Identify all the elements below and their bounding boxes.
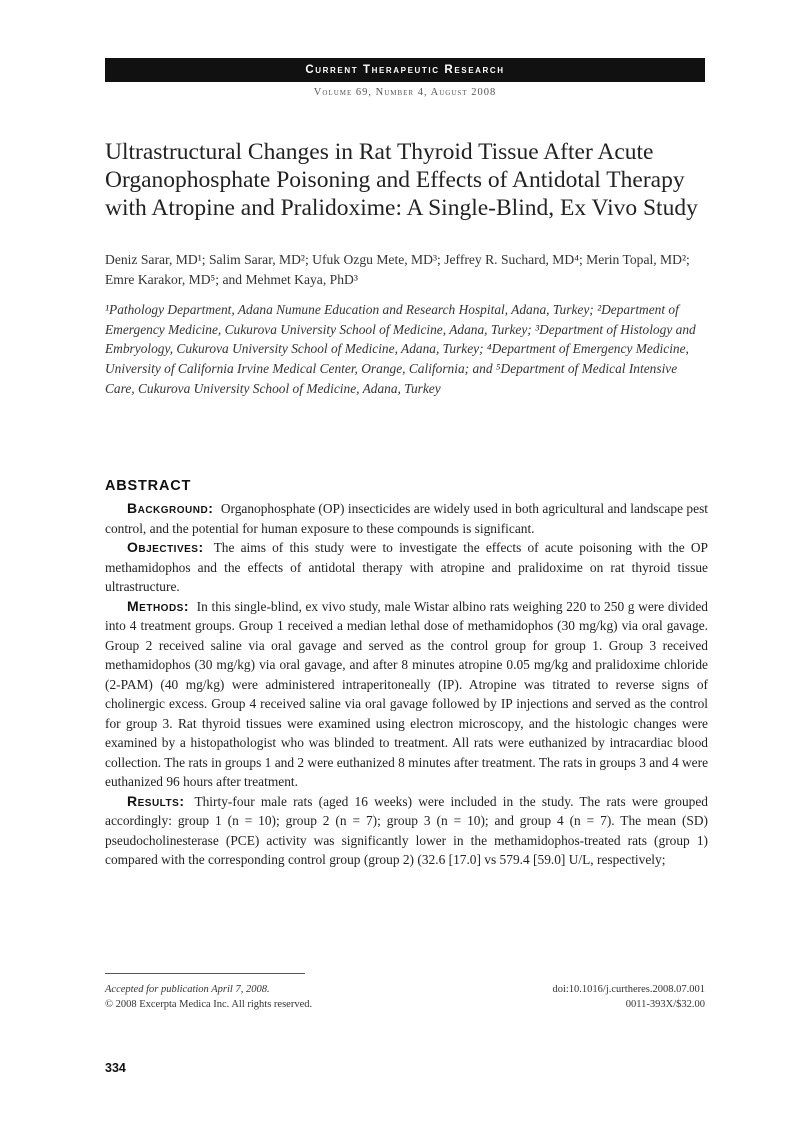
footnote-rule bbox=[105, 973, 305, 974]
issue-line: Volume 69, Number 4, August 2008 bbox=[313, 87, 497, 98]
background-label: Background: bbox=[127, 500, 214, 516]
objectives-text: The aims of this study were to investigate the effects of acute poisoning with the OP methamidophos and the effects of antidotal therapy with atropine and pralidoxime on rat thyroid tissue ultrastructure. bbox=[105, 540, 708, 594]
abstract-results bbox=[105, 792, 708, 870]
article-title: Ultrastructural Changes in Rat Thyroid Tissue After Acute Organophosphate Poisoning and Effects of Antidotal Therapy with Atropine and Pralidoxime: A Single-Blind, Ex Vivo Study bbox=[105, 139, 698, 221]
issn-price: 0011-393X/$32.00 bbox=[625, 999, 705, 1010]
abstract-background bbox=[105, 499, 708, 538]
copyright-notice: © 2008 Excerpta Medica Inc. All rights reserved. bbox=[105, 999, 313, 1010]
abstract-heading: ABSTRACT bbox=[105, 478, 192, 494]
methods-label: Methods: bbox=[127, 597, 189, 614]
results-label: Results: bbox=[127, 792, 185, 809]
methods-text: In this single-blind, ex vivo study, male Wistar albino rats weighing 220 to 250 g were divided into 4 treatment groups. Group 1 received a median lethal dose of methamidophos (30 mg/kg) via oral gavage. Group 2 received saline via oral gavage and served as the control group for group 1. Group 3 received methamidophos (30 mg/kg) via oral gavage, and after 8 minutes atropine 0.05 mg/kg and pralidoxime chloride (2-PAM) (40 mg/kg) were administered intraperitoneally (IP). Atropine was titrated to reverse signs of cholinergic excess. Group 4 received saline via oral gavage followed by IP injections and served as the control for group 3. Rat thyroid tissues were examined using electron microscopy, and the histologic changes were examined by a histopathologist who was blinded to treatment. All rats were euthanized by intracardiac blood collection. The rats in groups 1 and 2 were euthanized 8 minutes after treatment. The rats in groups 3 and 4 were euthanized 96 hours after treatment. bbox=[105, 598, 709, 789]
background-text: Organophosphate (OP) insecticides are widely used in both agricultural and landscape pest control, and the potential for human exposure to these compounds is significant. bbox=[105, 501, 708, 536]
objectives-label: Objectives: bbox=[127, 539, 204, 555]
doi-text: doi:10.1016/j.curtheres.2008.07.001 bbox=[552, 984, 705, 995]
abstract-objectives bbox=[105, 538, 708, 597]
author-list: Deniz Sarar, MD¹; Salim Sarar, MD²; Ufuk Ozgu Mete, MD³; Jeffrey R. Suchard, MD⁴; Merin Topal, MD²; Emre Karakor, MD⁵; and Mehmet Kaya, PhD³ bbox=[105, 252, 690, 287]
accepted-date: Accepted for publication April 7, 2008. bbox=[105, 984, 270, 995]
abstract-methods bbox=[105, 597, 708, 792]
journal-banner: Current Therapeutic Research bbox=[105, 58, 705, 82]
page-number: 334 bbox=[105, 1061, 126, 1075]
abstract-body bbox=[105, 499, 708, 870]
affiliations: ¹Pathology Department, Adana Numune Education and Research Hospital, Adana, Turkey; ²Department of Emergency Medicine, Cukurova University School of Medicine, Adana, Turkey; ³Department of Histology and Embryology, Cukurova University School of Medicine, Adana, Turkey; ⁴Department of Emergency Medicine, University of California Irvine Medical Center, Orange, California; and ⁵Department of Medical Intensive Care, Cukurova University School of Medicine, Adana, Turkey bbox=[105, 302, 696, 396]
results-text: Thirty-four male rats (aged 16 weeks) were included in the study. The rats were grouped accordingly: group 1 (n = 10); group 2 (n = 7); group 3 (n = 10); and group 4 (n = 7). The mean (SD) pseudocholinesterase (PCE) activity was significantly lower in the methamidophos-treated rats (group 1) compared with the corresponding control group (group 2) (32.6 [17.0] vs 579.4 [59.0] U/L, respectively; bbox=[105, 793, 708, 867]
